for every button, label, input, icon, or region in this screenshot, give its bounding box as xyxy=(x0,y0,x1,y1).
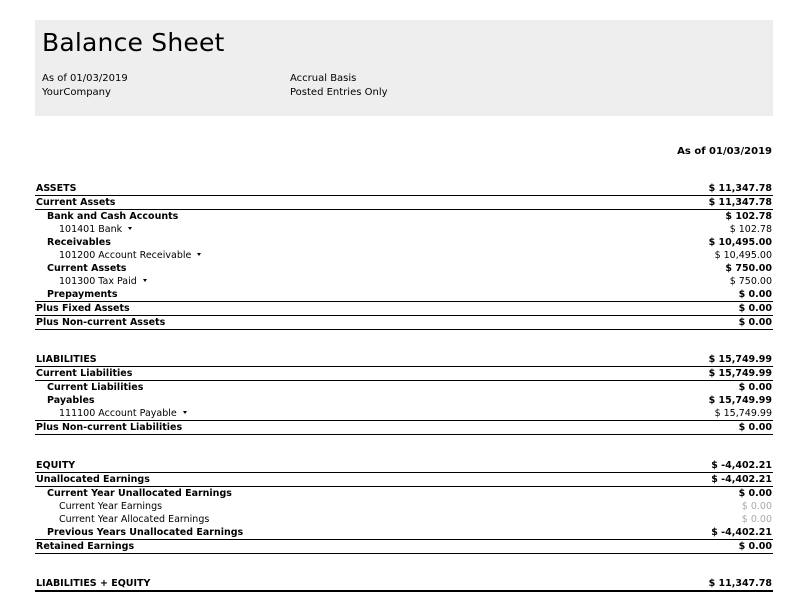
row-label: Current Assets xyxy=(47,263,127,274)
equity-heading-row xyxy=(35,459,773,473)
row-label: Current Liabilities xyxy=(47,382,144,393)
row-label[interactable]: 101200 Account Receivable xyxy=(59,250,192,261)
assets-section xyxy=(35,182,773,330)
row-label: Previous Years Unallocated Earnings xyxy=(47,527,244,538)
row-amount: $ 0.00 xyxy=(738,488,772,499)
account-link[interactable] xyxy=(59,407,187,420)
current-year-allocated-row xyxy=(35,513,773,526)
prepayments-row xyxy=(35,288,773,302)
row-amount: $ 15,749.99 xyxy=(708,395,772,406)
row-label: Receivables xyxy=(47,237,111,248)
row-label[interactable]: 101300 Tax Paid xyxy=(59,276,137,287)
row-label: Retained Earnings xyxy=(36,541,135,552)
row-amount: $ 0.00 xyxy=(738,382,772,393)
row-amount: $ 15,749.99 xyxy=(714,408,772,419)
row-amount: $ 11,347.78 xyxy=(708,183,772,194)
caret-down-icon[interactable] xyxy=(128,227,132,230)
row-label: Current Assets xyxy=(36,197,116,208)
non-current-liabilities-row xyxy=(35,421,773,435)
payables-row xyxy=(35,394,773,407)
current-assets-row xyxy=(35,196,773,210)
account-link[interactable] xyxy=(59,249,201,262)
current-year-unallocated-row xyxy=(35,487,773,500)
row-label: Plus Non-current Liabilities xyxy=(36,422,183,433)
row-amount: $ 750.00 xyxy=(729,276,772,287)
account-row-payable[interactable] xyxy=(35,407,773,421)
row-amount: $ -4,402.21 xyxy=(711,527,772,538)
row-amount: $ 0.00 xyxy=(738,289,772,300)
non-current-assets-row xyxy=(35,316,773,330)
account-row-receivable[interactable] xyxy=(35,249,773,262)
current-year-earnings-row xyxy=(35,500,773,513)
account-row-bank[interactable] xyxy=(35,223,773,236)
row-amount: $ 102.78 xyxy=(725,211,772,222)
row-label: Current Year Unallocated Earnings xyxy=(47,488,232,499)
row-amount: $ 11,347.78 xyxy=(708,197,772,208)
unallocated-earnings-row xyxy=(35,473,773,487)
account-row-tax-paid[interactable] xyxy=(35,275,773,288)
as-of-date: As of 01/03/2019 xyxy=(42,73,128,84)
row-label: Bank and Cash Accounts xyxy=(47,211,179,222)
liabilities-section xyxy=(35,353,773,435)
row-amount: $ -4,402.21 xyxy=(711,460,772,471)
row-label: Prepayments xyxy=(47,289,118,300)
row-label[interactable]: 101401 Bank xyxy=(59,224,123,235)
report-header xyxy=(35,20,773,116)
row-label: ASSETS xyxy=(36,183,77,194)
row-label: Plus Fixed Assets xyxy=(36,303,130,314)
liabilities-heading-row xyxy=(35,353,773,367)
row-label: Current Year Earnings xyxy=(59,501,163,512)
row-label: LIABILITIES xyxy=(36,354,97,365)
row-amount: $ 11,347.78 xyxy=(708,578,772,589)
caret-down-icon[interactable] xyxy=(143,279,147,282)
row-amount: $ 0.00 xyxy=(738,317,772,328)
row-amount: $ 0.00 xyxy=(738,422,772,433)
row-label: Current Liabilities xyxy=(36,368,133,379)
fixed-assets-row xyxy=(35,302,773,316)
row-amount: $ 15,749.99 xyxy=(708,368,772,379)
row-label: LIABILITIES + EQUITY xyxy=(36,578,151,589)
total-section xyxy=(35,577,773,592)
previous-years-unallocated-row xyxy=(35,526,773,540)
assets-heading-row xyxy=(35,182,773,196)
row-amount: $ -4,402.21 xyxy=(711,474,772,485)
row-amount: $ 0.00 xyxy=(738,303,772,314)
row-amount: $ 10,495.00 xyxy=(714,250,772,261)
liabilities-equity-total-row xyxy=(35,577,773,592)
row-amount: $ 15,749.99 xyxy=(708,354,772,365)
page-title: Balance Sheet xyxy=(42,28,225,57)
current-assets-sub-row xyxy=(35,262,773,275)
account-link[interactable] xyxy=(59,223,132,236)
accounting-basis: Accrual Basis xyxy=(290,73,357,84)
row-label: Plus Non-current Assets xyxy=(36,317,166,328)
current-liabilities-sub-row xyxy=(35,381,773,394)
current-liabilities-row xyxy=(35,367,773,381)
column-header-date: As of 01/03/2019 xyxy=(677,146,772,157)
row-label: Payables xyxy=(47,395,95,406)
row-label: Current Year Allocated Earnings xyxy=(59,514,210,525)
caret-down-icon[interactable] xyxy=(197,253,201,256)
row-label: EQUITY xyxy=(36,460,76,471)
row-label: Unallocated Earnings xyxy=(36,474,150,485)
row-amount: $ 102.78 xyxy=(729,224,772,235)
bank-cash-row xyxy=(35,210,773,223)
caret-down-icon[interactable] xyxy=(183,411,187,414)
row-amount: $ 750.00 xyxy=(725,263,772,274)
receivables-row xyxy=(35,236,773,249)
equity-section xyxy=(35,459,773,554)
row-amount: $ 10,495.00 xyxy=(708,237,772,248)
entries-filter: Posted Entries Only xyxy=(290,87,388,98)
row-label[interactable]: 111100 Account Payable xyxy=(59,408,177,419)
retained-earnings-row xyxy=(35,540,773,554)
row-amount: $ 0.00 xyxy=(741,514,772,525)
row-amount: $ 0.00 xyxy=(738,541,772,552)
company-name: YourCompany xyxy=(42,87,111,98)
row-amount: $ 0.00 xyxy=(741,501,772,512)
account-link[interactable] xyxy=(59,275,147,288)
